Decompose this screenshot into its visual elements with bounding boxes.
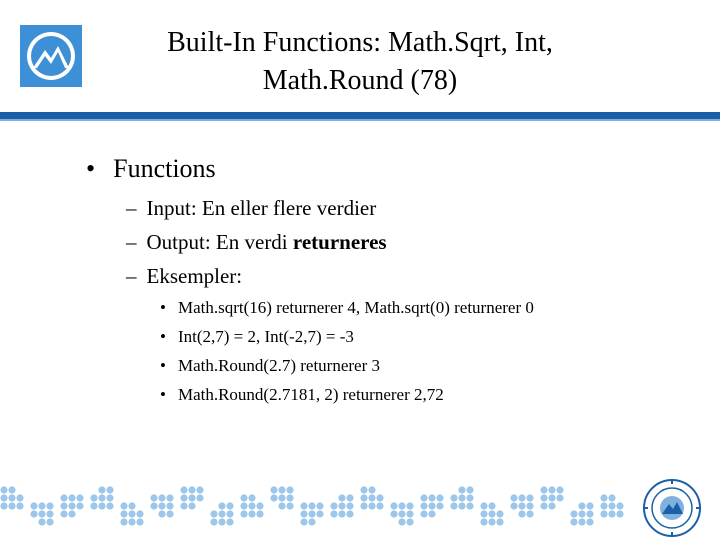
pattern-dot xyxy=(600,510,607,517)
title-divider-thin xyxy=(0,119,720,121)
pattern-dot xyxy=(548,486,555,493)
bullet-marker: • xyxy=(160,298,166,317)
pattern-dot xyxy=(540,502,547,509)
pattern-dot xyxy=(540,486,547,493)
pattern-dot xyxy=(526,494,533,501)
example-text: Math.Round(2.7) returnerer 3 xyxy=(177,356,381,375)
pattern-dot xyxy=(226,502,233,509)
pattern-dot xyxy=(540,494,547,501)
pattern-dot xyxy=(256,510,263,517)
pattern-dot xyxy=(346,510,353,517)
pattern-dot xyxy=(526,510,533,517)
pattern-dot xyxy=(210,510,217,517)
sub-bullet-text xyxy=(147,230,387,255)
pattern-dot xyxy=(218,502,225,509)
pattern-dot xyxy=(106,494,113,501)
pattern-dot xyxy=(586,510,593,517)
pattern-dot xyxy=(406,518,413,525)
pattern-dot xyxy=(308,518,315,525)
bullet-text: Functions xyxy=(113,154,216,183)
pattern-dot xyxy=(16,494,23,501)
pattern-dot xyxy=(30,502,37,509)
pattern-dot xyxy=(368,502,375,509)
dash-marker: – xyxy=(126,230,137,254)
pattern-dot xyxy=(616,510,623,517)
pattern-dot xyxy=(308,502,315,509)
pattern-dot xyxy=(480,510,487,517)
pattern-dot xyxy=(120,502,127,509)
pattern-dot xyxy=(248,502,255,509)
pattern-dot xyxy=(608,510,615,517)
pattern-dot xyxy=(38,502,45,509)
slide-title xyxy=(110,24,610,100)
college-seal-icon xyxy=(642,478,702,538)
pattern-dot xyxy=(180,494,187,501)
pattern-dot xyxy=(338,510,345,517)
pattern-dot xyxy=(136,510,143,517)
pattern-dot xyxy=(578,510,585,517)
pattern-dot xyxy=(518,502,525,509)
example-item xyxy=(160,385,444,405)
pattern-dot xyxy=(278,486,285,493)
pattern-dot xyxy=(120,518,127,525)
pattern-dot xyxy=(510,502,517,509)
pattern-dot xyxy=(360,494,367,501)
pattern-dot xyxy=(300,502,307,509)
pattern-dot xyxy=(38,518,45,525)
pattern-dot xyxy=(240,510,247,517)
pattern-dot xyxy=(338,494,345,501)
pattern-dot xyxy=(450,502,457,509)
pattern-dot xyxy=(578,502,585,509)
pattern-dot xyxy=(278,502,285,509)
pattern-dot xyxy=(570,518,577,525)
pattern-dot xyxy=(180,502,187,509)
pattern-dot xyxy=(406,502,413,509)
sub-bullet-output xyxy=(126,230,387,255)
example-text: Math.sqrt(16) returnerer 4, Math.sqrt(0) returnerer 0 xyxy=(177,298,534,317)
pattern-dot xyxy=(240,502,247,509)
pattern-dot xyxy=(526,502,533,509)
pattern-dot xyxy=(586,502,593,509)
pattern-dot xyxy=(226,510,233,517)
sub-bullet-text: Eksempler: xyxy=(146,264,243,288)
pattern-dot xyxy=(480,502,487,509)
pattern-dot xyxy=(150,502,157,509)
pattern-dot xyxy=(488,518,495,525)
pattern-dot xyxy=(248,510,255,517)
pattern-dot xyxy=(8,502,15,509)
pattern-dot xyxy=(38,510,45,517)
pattern-dot xyxy=(316,502,323,509)
mountain-logo-icon xyxy=(20,25,82,87)
pattern-dot xyxy=(390,502,397,509)
pattern-dot xyxy=(286,486,293,493)
pattern-dot xyxy=(548,494,555,501)
output-bold-word: returneres xyxy=(292,230,387,254)
pattern-dot xyxy=(346,502,353,509)
pattern-dot xyxy=(166,502,173,509)
pattern-dot xyxy=(488,510,495,517)
pattern-dot xyxy=(368,494,375,501)
pattern-dot xyxy=(150,494,157,501)
pattern-dot xyxy=(98,486,105,493)
bullet-marker: • xyxy=(160,356,166,375)
pattern-dot xyxy=(166,510,173,517)
pattern-dot xyxy=(458,494,465,501)
pattern-dot xyxy=(496,510,503,517)
dash-marker: – xyxy=(126,264,137,288)
title-line-2: Math.Round (78) xyxy=(262,65,458,96)
bullet-marker: • xyxy=(160,385,166,404)
pattern-dot xyxy=(556,486,563,493)
pattern-dot xyxy=(600,502,607,509)
bullet-functions xyxy=(86,154,216,184)
pattern-dot xyxy=(106,486,113,493)
pattern-dot xyxy=(270,494,277,501)
pattern-dot xyxy=(98,502,105,509)
pattern-dot xyxy=(128,518,135,525)
pattern-dot xyxy=(166,494,173,501)
pattern-dot xyxy=(608,502,615,509)
pattern-dot xyxy=(226,518,233,525)
bullet-marker: • xyxy=(160,327,166,346)
pattern-dot xyxy=(90,502,97,509)
bullet-marker: • xyxy=(86,154,96,183)
pattern-dot xyxy=(518,494,525,501)
pattern-dot xyxy=(458,486,465,493)
example-text: Math.Round(2.7181, 2) returnerer 2,72 xyxy=(177,385,444,404)
example-item xyxy=(160,356,380,376)
pattern-dot xyxy=(420,502,427,509)
pattern-dot xyxy=(510,494,517,501)
pattern-dot xyxy=(458,502,465,509)
pattern-dot xyxy=(158,494,165,501)
pattern-dot xyxy=(248,494,255,501)
pattern-dot xyxy=(428,502,435,509)
pattern-dot xyxy=(210,518,217,525)
pattern-dot xyxy=(548,502,555,509)
pattern-dot xyxy=(390,510,397,517)
pattern-dot xyxy=(600,494,607,501)
example-text: Int(2,7) = 2, Int(-2,7) = -3 xyxy=(177,327,354,346)
pattern-dot xyxy=(76,494,83,501)
pattern-dot xyxy=(286,494,293,501)
pattern-dot xyxy=(68,494,75,501)
pattern-dot xyxy=(420,510,427,517)
pattern-dot xyxy=(46,510,53,517)
pattern-dot xyxy=(270,486,277,493)
pattern-dot xyxy=(398,510,405,517)
sub-bullet-examples xyxy=(126,264,242,289)
pattern-dot xyxy=(330,510,337,517)
pattern-dot xyxy=(0,502,7,509)
pattern-dot xyxy=(180,486,187,493)
pattern-dot xyxy=(98,494,105,501)
pattern-dot xyxy=(616,502,623,509)
pattern-dot xyxy=(376,494,383,501)
pattern-dot xyxy=(578,518,585,525)
pattern-dot xyxy=(608,494,615,501)
pattern-dot xyxy=(466,502,473,509)
pattern-dot xyxy=(556,494,563,501)
sub-bullet-text: Input: En eller flere verdier xyxy=(146,196,377,220)
pattern-dot xyxy=(240,494,247,501)
pattern-dot xyxy=(308,510,315,517)
pattern-dot xyxy=(466,486,473,493)
pattern-dot xyxy=(330,502,337,509)
dash-marker: – xyxy=(126,196,137,220)
pattern-dot xyxy=(360,502,367,509)
pattern-dot xyxy=(300,510,307,517)
example-item xyxy=(160,298,534,318)
example-item xyxy=(160,327,354,347)
pattern-dot xyxy=(428,494,435,501)
pattern-dot xyxy=(158,510,165,517)
pattern-dot xyxy=(60,494,67,501)
pattern-dot xyxy=(188,494,195,501)
pattern-dot xyxy=(488,502,495,509)
pattern-dot xyxy=(360,486,367,493)
pattern-dot xyxy=(496,518,503,525)
decorative-dot-pattern xyxy=(0,470,720,540)
pattern-dot xyxy=(120,510,127,517)
pattern-dot xyxy=(428,510,435,517)
pattern-dot xyxy=(128,510,135,517)
pattern-dot xyxy=(60,510,67,517)
pattern-dot xyxy=(466,494,473,501)
pattern-dot xyxy=(46,502,53,509)
pattern-dot xyxy=(90,494,97,501)
pattern-dot xyxy=(76,502,83,509)
pattern-dot xyxy=(398,518,405,525)
pattern-dot xyxy=(158,502,165,509)
pattern-dot xyxy=(436,502,443,509)
title-line-1: Built-In Functions: Math.Sqrt, Int, xyxy=(167,27,553,58)
pattern-dot xyxy=(406,510,413,517)
pattern-dot xyxy=(196,486,203,493)
pattern-dot xyxy=(376,502,383,509)
pattern-dot xyxy=(60,502,67,509)
pattern-dot xyxy=(30,510,37,517)
pattern-dot xyxy=(338,502,345,509)
pattern-dot xyxy=(300,518,307,525)
pattern-dot xyxy=(420,494,427,501)
pattern-dot xyxy=(128,502,135,509)
pattern-dot xyxy=(106,502,113,509)
pattern-dot xyxy=(346,494,353,501)
pattern-dot xyxy=(518,510,525,517)
pattern-dot xyxy=(8,494,15,501)
pattern-dot xyxy=(218,510,225,517)
pattern-dot xyxy=(0,486,7,493)
pattern-dot xyxy=(586,518,593,525)
sub-bullet-input xyxy=(126,196,376,221)
pattern-dot xyxy=(286,502,293,509)
pattern-dot xyxy=(256,502,263,509)
pattern-dot xyxy=(398,502,405,509)
pattern-dot xyxy=(16,502,23,509)
pattern-dot xyxy=(278,494,285,501)
pattern-dot xyxy=(136,518,143,525)
pattern-dot xyxy=(368,486,375,493)
pattern-dot xyxy=(46,518,53,525)
pattern-dot xyxy=(8,486,15,493)
pattern-dot xyxy=(188,486,195,493)
pattern-dot xyxy=(570,510,577,517)
pattern-dot xyxy=(68,502,75,509)
output-text: Output: En verdi xyxy=(146,230,293,254)
pattern-dot xyxy=(0,494,7,501)
pattern-dot xyxy=(196,494,203,501)
pattern-dot xyxy=(68,510,75,517)
pattern-dot xyxy=(316,510,323,517)
pattern-dot xyxy=(218,518,225,525)
title-divider xyxy=(0,112,720,119)
pattern-dot xyxy=(450,494,457,501)
pattern-dot xyxy=(480,518,487,525)
pattern-dot xyxy=(188,502,195,509)
pattern-dot xyxy=(436,494,443,501)
